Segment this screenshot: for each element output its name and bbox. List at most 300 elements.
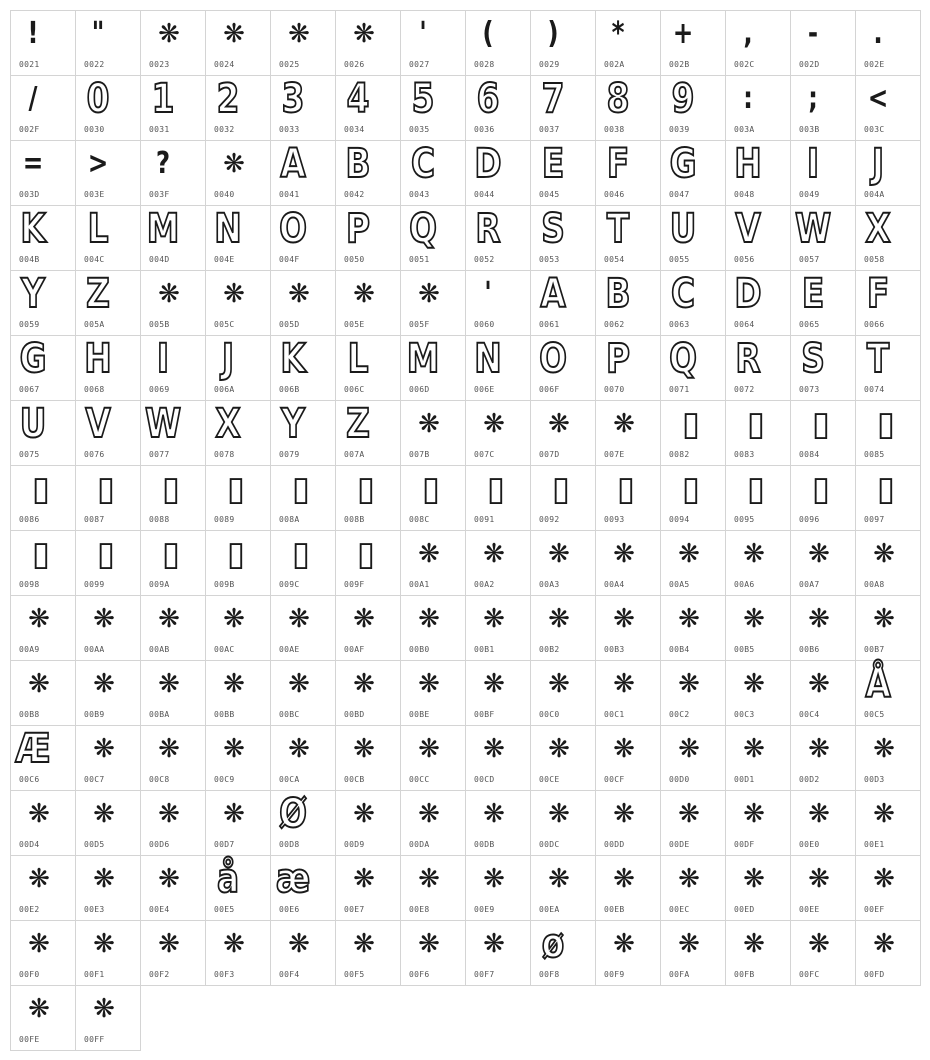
glyph-cell <box>856 531 921 596</box>
glyph-cell <box>531 336 596 401</box>
glyph-cell <box>336 596 401 661</box>
missing-glyph-box: ▯ <box>226 469 246 509</box>
glyph-codepoint-label: 004F <box>279 255 300 264</box>
glyph-codepoint-label: 0039 <box>669 125 690 134</box>
glyph-codepoint-label: 00EC <box>669 905 690 914</box>
glyph-cell <box>11 401 76 466</box>
glyph-cell <box>856 336 921 401</box>
glyph-cell <box>206 596 271 661</box>
glyph-codepoint-label: 00F3 <box>214 970 235 979</box>
glyph-cell <box>726 921 791 986</box>
placeholder-asterisk-glyph: ❋ <box>93 799 115 829</box>
glyph-codepoint-label: 0098 <box>19 580 40 589</box>
glyph-codepoint-label: 00DD <box>604 840 625 849</box>
glyph-codepoint-label: 003C <box>864 125 885 134</box>
glyph-codepoint-label: 00C9 <box>214 775 235 784</box>
glyph-codepoint-label: 0070 <box>604 385 625 394</box>
missing-glyph-box: ▯ <box>811 469 831 509</box>
glyph-sample: P <box>346 206 371 252</box>
glyph-cell <box>596 596 661 661</box>
placeholder-asterisk-glyph: ❋ <box>288 604 310 634</box>
glyph-codepoint-label: 0086 <box>19 515 40 524</box>
glyph-codepoint-label: 0031 <box>149 125 170 134</box>
glyph-cell <box>271 921 336 986</box>
glyph-sample: Ø <box>279 791 307 837</box>
glyph-cell <box>401 661 466 726</box>
glyph-cell <box>856 11 921 76</box>
glyph-codepoint-label: 00F2 <box>149 970 170 979</box>
glyph-codepoint-label: 00AE <box>279 645 300 654</box>
glyph-cell <box>856 856 921 921</box>
glyph-codepoint-label: 00F5 <box>344 970 365 979</box>
glyph-codepoint-label: 008C <box>409 515 430 524</box>
glyph-cell <box>11 726 76 791</box>
glyph-sample: N <box>214 206 242 252</box>
glyph-codepoint-label: 00C4 <box>799 710 820 719</box>
glyph-sample: ! <box>27 16 39 51</box>
missing-glyph-box: ▯ <box>421 469 441 509</box>
glyph-sample: U <box>19 401 47 447</box>
glyph-sample: - <box>807 16 819 51</box>
glyph-codepoint-label: 0053 <box>539 255 560 264</box>
glyph-codepoint-label: 0059 <box>19 320 40 329</box>
glyph-codepoint-label: 003D <box>19 190 40 199</box>
glyph-cell <box>336 11 401 76</box>
placeholder-asterisk-glyph: ❋ <box>353 929 375 959</box>
glyph-codepoint-label: 005D <box>279 320 300 329</box>
glyph-cell <box>791 271 856 336</box>
glyph-codepoint-label: 00F6 <box>409 970 430 979</box>
glyph-cell <box>726 206 791 271</box>
placeholder-asterisk-glyph: ❋ <box>418 734 440 764</box>
glyph-codepoint-label: 0074 <box>864 385 885 394</box>
glyph-codepoint-label: 00AB <box>149 645 170 654</box>
glyph-codepoint-label: 002D <box>799 60 820 69</box>
glyph-cell <box>661 11 726 76</box>
glyph-cell <box>206 661 271 726</box>
glyph-cell <box>271 401 336 466</box>
glyph-cell <box>76 206 141 271</box>
glyph-sample: : <box>743 81 753 116</box>
glyph-sample: ' <box>419 16 427 51</box>
glyph-cell <box>11 76 76 141</box>
glyph-cell <box>271 271 336 336</box>
glyph-cell <box>596 466 661 531</box>
glyph-codepoint-label: 0024 <box>214 60 235 69</box>
glyph-codepoint-label: 0042 <box>344 190 365 199</box>
glyph-codepoint-label: 0082 <box>669 450 690 459</box>
placeholder-asterisk-glyph: ❋ <box>223 19 245 49</box>
glyph-cell <box>726 596 791 661</box>
glyph-cell <box>531 271 596 336</box>
glyph-cell <box>141 11 206 76</box>
glyph-sample: L <box>347 336 369 382</box>
glyph-codepoint-label: 0038 <box>604 125 625 134</box>
glyph-sample: 2 <box>216 76 240 122</box>
glyph-sample: Y <box>281 401 305 447</box>
glyph-cell <box>791 596 856 661</box>
glyph-codepoint-label: 0063 <box>669 320 690 329</box>
glyph-codepoint-label: 0093 <box>604 515 625 524</box>
glyph-cell <box>856 661 921 726</box>
glyph-codepoint-label: 002C <box>734 60 755 69</box>
glyph-cell <box>336 791 401 856</box>
glyph-codepoint-label: 00A1 <box>409 580 430 589</box>
placeholder-asterisk-glyph: ❋ <box>873 929 895 959</box>
glyph-codepoint-label: 0033 <box>279 125 300 134</box>
placeholder-asterisk-glyph: ❋ <box>743 604 765 634</box>
placeholder-asterisk-glyph: ❋ <box>548 669 570 699</box>
glyph-cell <box>401 271 466 336</box>
glyph-cell <box>336 921 401 986</box>
glyph-cell <box>271 466 336 531</box>
placeholder-asterisk-glyph: ❋ <box>678 864 700 894</box>
glyph-codepoint-label: 0028 <box>474 60 495 69</box>
placeholder-asterisk-glyph: ❋ <box>418 409 440 439</box>
placeholder-asterisk-glyph: ❋ <box>158 864 180 894</box>
placeholder-asterisk-glyph: ❋ <box>223 149 245 179</box>
placeholder-asterisk-glyph: ❋ <box>483 409 505 439</box>
glyph-cell <box>401 11 466 76</box>
glyph-sample: 4 <box>346 76 370 122</box>
glyph-sample: ; <box>808 81 818 116</box>
glyph-cell <box>791 336 856 401</box>
placeholder-asterisk-glyph: ❋ <box>743 864 765 894</box>
glyph-cell <box>401 336 466 401</box>
glyph-cell <box>206 466 271 531</box>
glyph-cell <box>791 856 856 921</box>
glyph-codepoint-label: 007D <box>539 450 560 459</box>
glyph-cell <box>141 791 206 856</box>
glyph-codepoint-label: 00C1 <box>604 710 625 719</box>
glyph-codepoint-label: 00A4 <box>604 580 625 589</box>
glyph-cell <box>466 531 531 596</box>
glyph-sample: * <box>611 16 625 51</box>
glyph-codepoint-label: 005F <box>409 320 430 329</box>
glyph-cell <box>11 466 76 531</box>
placeholder-asterisk-glyph: ❋ <box>613 409 635 439</box>
glyph-cell <box>531 531 596 596</box>
placeholder-asterisk-glyph: ❋ <box>873 864 895 894</box>
glyph-sample: W <box>144 401 182 447</box>
glyph-sample: M <box>146 206 180 252</box>
missing-glyph-box: ▯ <box>291 469 311 509</box>
glyph-codepoint-label: 00CB <box>344 775 365 784</box>
glyph-codepoint-label: 0021 <box>19 60 40 69</box>
glyph-sample: Z <box>86 271 110 317</box>
glyph-cell <box>596 11 661 76</box>
glyph-codepoint-label: 0064 <box>734 320 755 329</box>
glyph-codepoint-label: 0068 <box>84 385 105 394</box>
glyph-sample: J <box>871 141 885 187</box>
glyph-codepoint-label: 00D6 <box>149 840 170 849</box>
glyph-codepoint-label: 0041 <box>279 190 300 199</box>
glyph-codepoint-label: 0025 <box>279 60 300 69</box>
glyph-cell <box>401 141 466 206</box>
glyph-cell <box>271 596 336 661</box>
glyph-codepoint-label: 0097 <box>864 515 885 524</box>
glyph-cell <box>271 856 336 921</box>
placeholder-asterisk-glyph: ❋ <box>353 669 375 699</box>
glyph-cell <box>531 141 596 206</box>
glyph-sample: 7 <box>541 76 565 122</box>
glyph-codepoint-label: 00A9 <box>19 645 40 654</box>
glyph-cell <box>206 726 271 791</box>
glyph-codepoint-label: 006F <box>539 385 560 394</box>
glyph-cell <box>856 921 921 986</box>
glyph-codepoint-label: 0083 <box>734 450 755 459</box>
glyph-cell <box>141 401 206 466</box>
placeholder-asterisk-glyph: ❋ <box>678 539 700 569</box>
missing-glyph-box: ▯ <box>356 534 376 574</box>
glyph-cell <box>596 401 661 466</box>
glyph-codepoint-label: 008A <box>279 515 300 524</box>
missing-glyph-box: ▯ <box>551 469 571 509</box>
glyph-cell <box>336 206 401 271</box>
glyph-cell <box>401 76 466 141</box>
placeholder-asterisk-glyph: ❋ <box>548 604 570 634</box>
glyph-sample: C <box>670 271 696 317</box>
glyph-codepoint-label: 0036 <box>474 125 495 134</box>
placeholder-asterisk-glyph: ❋ <box>483 929 505 959</box>
glyph-cell <box>141 271 206 336</box>
glyph-cell <box>661 206 726 271</box>
glyph-codepoint-label: 00D8 <box>279 840 300 849</box>
placeholder-asterisk-glyph: ❋ <box>678 734 700 764</box>
glyph-codepoint-label: 006A <box>214 385 235 394</box>
glyph-cell <box>336 661 401 726</box>
glyph-codepoint-label: 0078 <box>214 450 235 459</box>
glyph-codepoint-label: 0023 <box>149 60 170 69</box>
glyph-codepoint-label: 00CC <box>409 775 430 784</box>
glyph-codepoint-label: 0047 <box>669 190 690 199</box>
placeholder-asterisk-glyph: ❋ <box>158 279 180 309</box>
glyph-codepoint-label: 0066 <box>864 320 885 329</box>
placeholder-asterisk-glyph: ❋ <box>548 409 570 439</box>
placeholder-asterisk-glyph: ❋ <box>288 669 310 699</box>
glyph-sample: ' <box>484 276 492 311</box>
placeholder-asterisk-glyph: ❋ <box>483 604 505 634</box>
missing-glyph-box: ▯ <box>226 534 246 574</box>
glyph-cell <box>726 336 791 401</box>
placeholder-asterisk-glyph: ❋ <box>418 669 440 699</box>
placeholder-asterisk-glyph: ❋ <box>678 929 700 959</box>
glyph-codepoint-label: 005B <box>149 320 170 329</box>
glyph-cell <box>596 791 661 856</box>
placeholder-asterisk-glyph: ❋ <box>548 734 570 764</box>
glyph-codepoint-label: 0040 <box>214 190 235 199</box>
glyph-codepoint-label: 0035 <box>409 125 430 134</box>
glyph-cell <box>466 336 531 401</box>
glyph-sample: W <box>794 206 832 252</box>
glyph-cell <box>596 856 661 921</box>
placeholder-asterisk-glyph: ❋ <box>353 864 375 894</box>
glyph-codepoint-label: 002B <box>669 60 690 69</box>
glyph-cell <box>141 531 206 596</box>
glyph-codepoint-label: 00DF <box>734 840 755 849</box>
glyph-codepoint-label: 0058 <box>864 255 885 264</box>
glyph-cell <box>856 401 921 466</box>
glyph-codepoint-label: 00B6 <box>799 645 820 654</box>
glyph-cell <box>466 596 531 661</box>
glyph-sample: E <box>541 141 565 187</box>
glyph-sample: å <box>216 856 240 902</box>
glyph-codepoint-label: 0050 <box>344 255 365 264</box>
glyph-codepoint-label: 0030 <box>84 125 105 134</box>
glyph-cell <box>401 466 466 531</box>
placeholder-asterisk-glyph: ❋ <box>93 994 115 1024</box>
glyph-cell <box>596 76 661 141</box>
glyph-codepoint-label: 007C <box>474 450 495 459</box>
glyph-cell <box>661 271 726 336</box>
placeholder-asterisk-glyph: ❋ <box>353 19 375 49</box>
glyph-codepoint-label: 00B0 <box>409 645 430 654</box>
glyph-cell <box>531 791 596 856</box>
placeholder-asterisk-glyph: ❋ <box>873 799 895 829</box>
glyph-codepoint-label: 00AC <box>214 645 235 654</box>
glyph-sample: + <box>672 16 694 51</box>
glyph-codepoint-label: 00BC <box>279 710 300 719</box>
glyph-cell <box>596 661 661 726</box>
glyph-cell <box>336 271 401 336</box>
placeholder-asterisk-glyph: ❋ <box>158 734 180 764</box>
glyph-cell <box>791 726 856 791</box>
glyph-cell <box>661 726 726 791</box>
glyph-sample: Æ <box>15 726 51 772</box>
glyph-codepoint-label: 0094 <box>669 515 690 524</box>
glyph-cell <box>466 206 531 271</box>
glyph-codepoint-label: 00B1 <box>474 645 495 654</box>
glyph-codepoint-label: 002A <box>604 60 625 69</box>
glyph-cell <box>206 401 271 466</box>
glyph-codepoint-label: 00D3 <box>864 775 885 784</box>
glyph-cell <box>466 11 531 76</box>
placeholder-asterisk-glyph: ❋ <box>93 864 115 894</box>
glyph-codepoint-label: 00C6 <box>19 775 40 784</box>
placeholder-asterisk-glyph: ❋ <box>223 604 245 634</box>
glyph-codepoint-label: 0049 <box>799 190 820 199</box>
glyph-cell <box>76 466 141 531</box>
glyph-sample: D <box>474 141 502 187</box>
glyph-codepoint-label: 005C <box>214 320 235 329</box>
glyph-cell <box>661 76 726 141</box>
missing-glyph-box: ▯ <box>31 469 51 509</box>
glyph-sample: G <box>669 141 697 187</box>
glyph-cell <box>726 856 791 921</box>
glyph-codepoint-label: 003A <box>734 125 755 134</box>
glyph-codepoint-label: 004B <box>19 255 40 264</box>
placeholder-asterisk-glyph: ❋ <box>418 799 440 829</box>
glyph-codepoint-label: 00FE <box>19 1035 40 1044</box>
glyph-cell <box>791 11 856 76</box>
glyph-codepoint-label: 0061 <box>539 320 560 329</box>
glyph-sample: 9 <box>671 76 695 122</box>
glyph-codepoint-label: 0057 <box>799 255 820 264</box>
glyph-cell <box>76 271 141 336</box>
glyph-cell <box>11 11 76 76</box>
placeholder-asterisk-glyph: ❋ <box>483 669 505 699</box>
glyph-codepoint-label: 00A3 <box>539 580 560 589</box>
glyph-codepoint-label: 00B2 <box>539 645 560 654</box>
glyph-sample: > <box>87 146 109 181</box>
glyph-cell <box>856 206 921 271</box>
glyph-sample: T <box>866 336 890 382</box>
glyph-cell <box>661 466 726 531</box>
glyph-cell <box>726 141 791 206</box>
glyph-codepoint-label: 00AF <box>344 645 365 654</box>
glyph-sample: 0 <box>86 76 110 122</box>
placeholder-asterisk-glyph: ❋ <box>353 279 375 309</box>
glyph-codepoint-label: 00B8 <box>19 710 40 719</box>
placeholder-asterisk-glyph: ❋ <box>28 929 50 959</box>
glyph-codepoint-label: 006D <box>409 385 430 394</box>
glyph-codepoint-label: 00A6 <box>734 580 755 589</box>
glyph-cell <box>856 466 921 531</box>
glyph-codepoint-label: 0084 <box>799 450 820 459</box>
glyph-cell <box>531 206 596 271</box>
glyph-sample: L <box>87 206 109 252</box>
glyph-codepoint-label: 00EE <box>799 905 820 914</box>
glyph-codepoint-label: 006B <box>279 385 300 394</box>
glyph-codepoint-label: 00F0 <box>19 970 40 979</box>
glyph-codepoint-label: 00E3 <box>84 905 105 914</box>
glyph-cell <box>856 141 921 206</box>
glyph-codepoint-label: 0073 <box>799 385 820 394</box>
glyph-sample: S <box>801 336 825 382</box>
placeholder-asterisk-glyph: ❋ <box>678 799 700 829</box>
glyph-cell <box>791 921 856 986</box>
glyph-sample: V <box>85 401 111 447</box>
glyph-codepoint-label: 00A7 <box>799 580 820 589</box>
glyph-sample: I <box>156 336 170 382</box>
placeholder-asterisk-glyph: ❋ <box>808 669 830 699</box>
placeholder-asterisk-glyph: ❋ <box>28 799 50 829</box>
placeholder-asterisk-glyph: ❋ <box>93 929 115 959</box>
glyph-codepoint-label: 00F8 <box>539 970 560 979</box>
glyph-cell <box>11 206 76 271</box>
missing-glyph-box: ▯ <box>616 469 636 509</box>
placeholder-asterisk-glyph: ❋ <box>93 669 115 699</box>
glyph-cell <box>791 76 856 141</box>
placeholder-asterisk-glyph: ❋ <box>288 929 310 959</box>
glyph-cell <box>401 596 466 661</box>
glyph-sample: " <box>91 16 105 51</box>
glyph-cell <box>76 401 141 466</box>
placeholder-asterisk-glyph: ❋ <box>678 669 700 699</box>
glyph-codepoint-label: 0067 <box>19 385 40 394</box>
glyph-cell <box>466 856 531 921</box>
placeholder-asterisk-glyph: ❋ <box>353 799 375 829</box>
glyph-codepoint-label: 00E4 <box>149 905 170 914</box>
glyph-cell <box>76 921 141 986</box>
placeholder-asterisk-glyph: ❋ <box>158 799 180 829</box>
glyph-codepoint-label: 006C <box>344 385 365 394</box>
glyph-codepoint-label: 0029 <box>539 60 560 69</box>
placeholder-asterisk-glyph: ❋ <box>418 279 440 309</box>
glyph-cell <box>206 336 271 401</box>
glyph-codepoint-label: 003B <box>799 125 820 134</box>
placeholder-asterisk-glyph: ❋ <box>28 994 50 1024</box>
glyph-codepoint-label: 0027 <box>409 60 430 69</box>
missing-glyph-box: ▯ <box>486 469 506 509</box>
glyph-codepoint-label: 00EB <box>604 905 625 914</box>
missing-glyph-box: ▯ <box>96 469 116 509</box>
glyph-sample: F <box>606 141 630 187</box>
placeholder-asterisk-glyph: ❋ <box>353 734 375 764</box>
glyph-cell <box>466 921 531 986</box>
placeholder-asterisk-glyph: ❋ <box>808 734 830 764</box>
glyph-codepoint-label: 00FA <box>669 970 690 979</box>
